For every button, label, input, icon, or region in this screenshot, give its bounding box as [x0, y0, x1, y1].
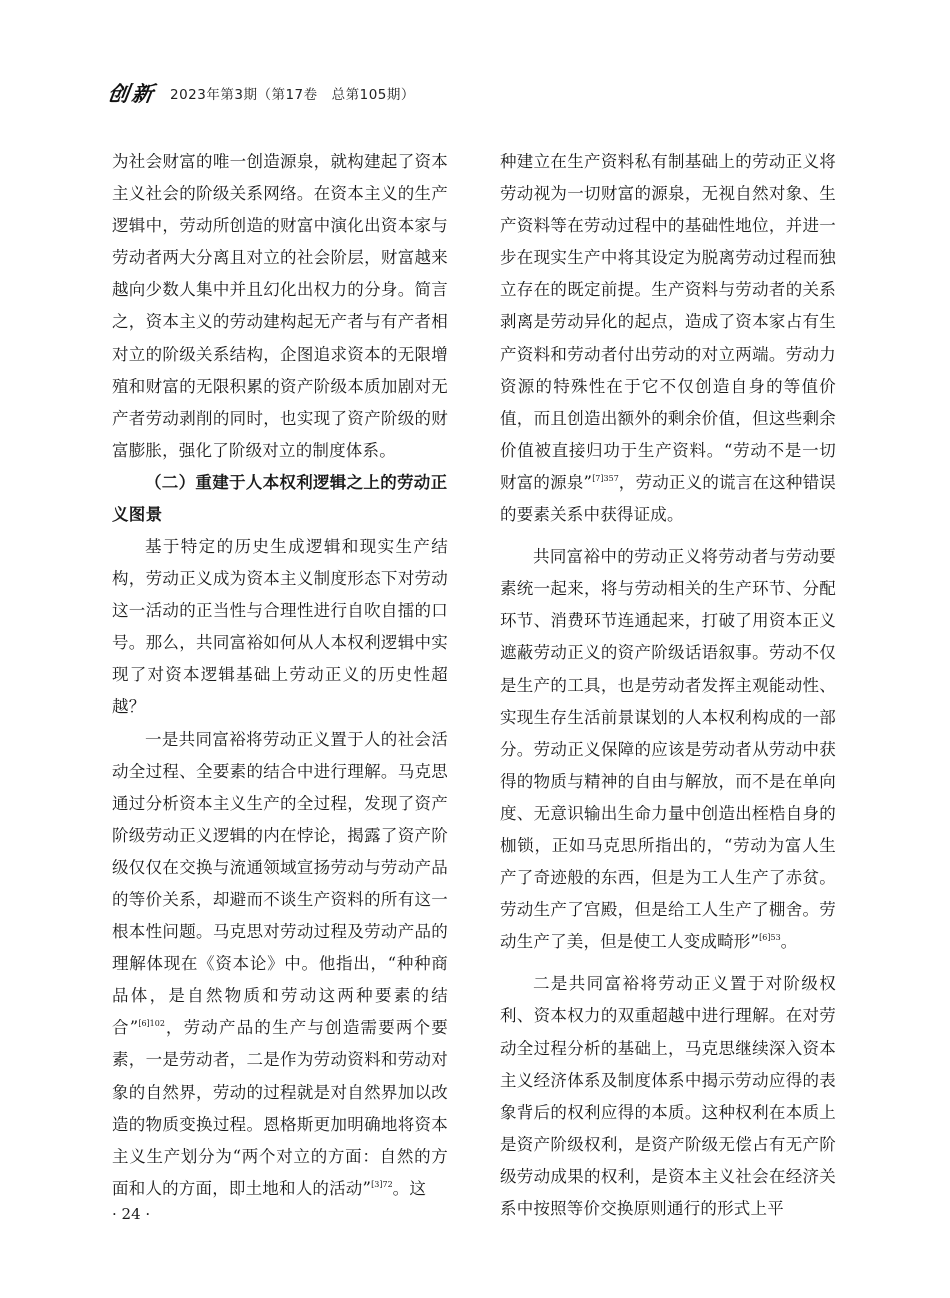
paragraph-text: ，劳动正义的谎言在这种错误的要素关系中获得证成。 [500, 472, 836, 525]
journal-logo: 创新 [106, 81, 158, 106]
citation: [7]357 [592, 473, 619, 483]
paragraph-text: ，劳动产品的生产与创造需要两个要素，一是劳动者，二是作为劳动资料和劳动对象的自然界，劳动的过程就是对自然界加以改造的物质变换过程。恩格斯更加明确地将资本主义生产划分为“两个对立的方面：自然的方面和人的方面，即土地和人的活动” [112, 1018, 448, 1198]
citation: [6]53 [759, 933, 781, 943]
page-number: · 24 · [112, 1205, 151, 1223]
left-column [112, 146, 448, 1205]
section-heading: （二）重建于人本权利逻辑之上的劳动正义图景 [112, 472, 448, 524]
issue-info: 2023年第3期（第17卷 总第105期） [170, 87, 415, 103]
paragraph-text: 共同富裕中的劳动正义将劳动者与劳动要素统一起来，将与劳动相关的生产环节、分配环节、消费环节连通起来，打破了用资本正义遮蔽劳动正义的资产阶级话语叙事。劳动不仅是生产的工具，也是劳动者发挥主观能动性、实现生存生活前景谋划的人本权利构成的一部分。劳动正义保障的应该是劳动者从劳动中获得的物质与精神的自由与解放，而不是在单向度、无意识输出生命力量中创造出桎梏自身的枷锁，正如马克思所指出的，“劳动为富人生产了奇迹般的东西，但是为工人生产了赤贫。劳动生产了宫殿，但是给工人生产了棚舍。劳动生产了美，但是使工人变成畸形” [500, 547, 836, 952]
paragraph-text: 一是共同富裕将劳动正义置于人的社会活动全过程、全要素的结合中进行理解。马克思通过分析资本主义生产的全过程，发现了资产阶级劳动正义逻辑的内在悖论，揭露了资产阶级仅仅在交换与流通领域宣扬劳动与劳动产品的等价关系，却避而不谈生产资料的所有这一根本性问题。马克思对劳动过程及劳动产品的理解体现在《资本论》中。他指出，“种种商品体，是自然物质和劳动这两种要素的结合” [112, 729, 448, 1038]
right-column [500, 146, 836, 1225]
paragraph-text: 。 [780, 932, 798, 952]
citation: [3]72 [371, 1179, 393, 1189]
paragraph-text: 种建立在生产资料私有制基础上的劳动正义将劳动视为一切财富的源泉，无视自然对象、生产资料等在劳动过程中的基础性地位，并进一步在现实生产中将其设定为脱离劳动过程而独立存在的既定前提。生产资料与劳动者的关系剥离是劳动异化的起点，造成了资本家占有生产资料和劳动者付出劳动的对立两端。劳动力资源的特殊性在于它不仅创造自身的等值价值，而且创造出额外的剩余价值，但这些剩余价值被直接归功于生产资料。“劳动不是一切财富的源泉” [500, 152, 836, 492]
paragraph [112, 724, 448, 1205]
citation: [6]102 [138, 1019, 165, 1029]
paragraph: 为社会财富的唯一创造源泉，就构建起了资本主义社会的阶级关系网络。在资本主义的生产逻辑中，劳动所创造的财富中演化出资本家与劳动者两大分离且对立的社会阶层，财富越来越向少数人集中并且幻化出权力的分身。简言之，资本主义的劳动建构起无产者与有产者相对立的阶级关系结构，企图追求资本的无限增殖和财富的无限积累的资产阶级本质加剧对无产者劳动剥削的同时，也实现了资产阶级的财富膨胀，强化了阶级对立的制度体系。 [112, 152, 448, 460]
paragraph: 二是共同富裕将劳动正义置于对阶级权利、资本权力的双重超越中进行理解。在对劳动全过程分析的基础上，马克思继续深入资本主义经济体系及制度体系中揭示劳动应得的表象背后的权利应得的本质。这种权利在本质上是资产阶级权利，是资产阶级无偿占有无产阶级劳动成果的权利，是资本主义社会在经济关系中按照等价交换原则通行的形式上平 [500, 974, 836, 1218]
paragraph [500, 146, 836, 531]
paragraph [500, 541, 836, 958]
paragraph: 基于特定的历史生成逻辑和现实生产结构，劳动正义成为资本主义制度形态下对劳动这一活动的正当性与合理性进行自吹自擂的口号。那么，共同富裕如何从人本权利逻辑中实现了对资本逻辑基础上劳动正义的历史性超越？ [112, 536, 448, 717]
paragraph-text: 。这 [392, 1178, 427, 1198]
running-header [108, 80, 415, 106]
